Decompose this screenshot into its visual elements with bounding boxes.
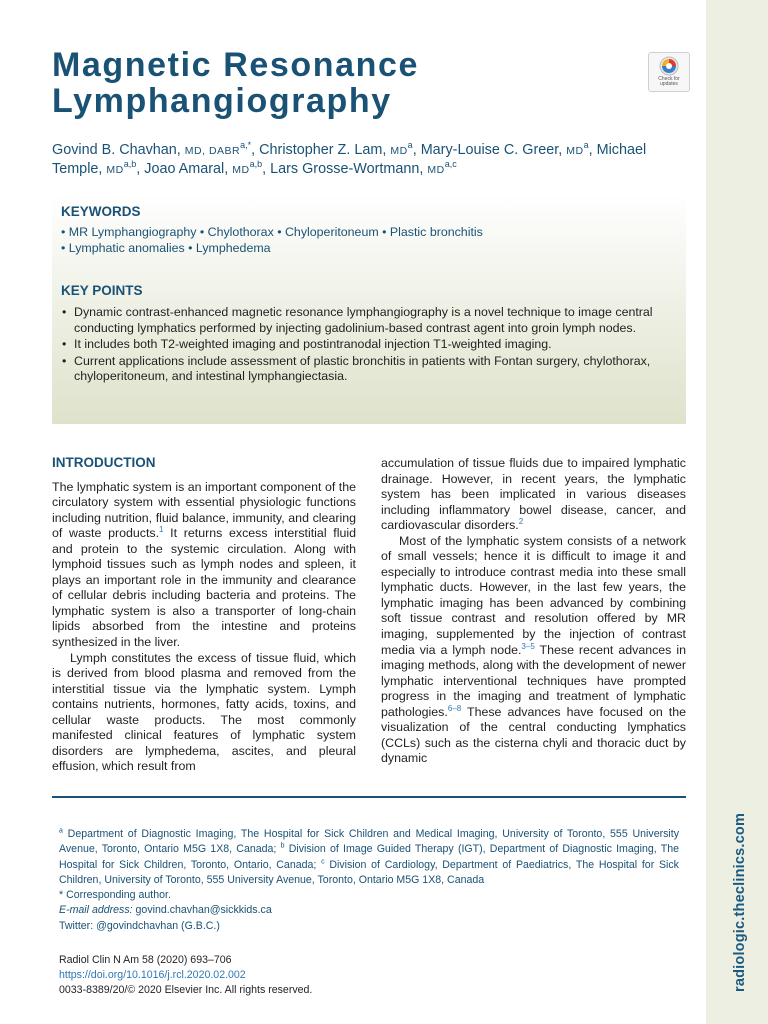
affiliation-mark: c: [321, 858, 325, 866]
text-run: Most of the lymphatic system consists of a network of small vessels; hence it is difficult to image it and especially to introduce contrast media into these small lymphatic ducts. However, in the last few years, the lymphatic imaging has been advanced by combining soft tissue contrast and resolution offered by MR imaging, supplemented by the injection of contrast media via a lymph node.: [381, 533, 686, 657]
journal-url[interactable]: radiologic.theclinics.com: [732, 812, 748, 992]
title-line-1: Magnetic Resonance: [52, 46, 420, 84]
author-degree: MD: [427, 164, 445, 176]
keywords-heading: KEYWORDS: [61, 204, 141, 219]
text-run: accumulation of tissue fluids due to impaired lymphatic drainage. However, in recent years, the lymphatic system has been implicated in various diseases including inflammatory bowel disease, cancer, and cardiovascular disorders.: [381, 456, 686, 533]
affiliation-mark: a: [59, 827, 63, 835]
author-entry[interactable]: [259, 142, 421, 158]
reference-link[interactable]: 2: [518, 517, 524, 527]
author-name: Lars Grosse-Wortmann,: [270, 161, 424, 177]
affiliations: [59, 827, 679, 934]
author-separator: ,: [136, 161, 145, 177]
sidebar-strip: [706, 0, 768, 1024]
journal-citation: Radiol Clin N Am 58 (2020) 693–706: [59, 954, 232, 966]
title-line-2: Lymphangiography: [52, 82, 392, 120]
footnote-divider: [52, 796, 686, 798]
author-entry[interactable]: [421, 142, 597, 158]
author-degree: MD: [232, 164, 250, 176]
author-separator: ,: [412, 142, 421, 158]
author-name: Michael Temple,: [52, 142, 647, 177]
keywords-keypoints-box: [52, 195, 686, 424]
author-name: Christopher Z. Lam,: [259, 142, 387, 158]
author-name: Mary-Louise C. Greer,: [420, 142, 563, 158]
author-entry[interactable]: [144, 161, 270, 177]
paragraph: [381, 456, 686, 534]
author-separator: ,: [251, 142, 260, 158]
author-degree: MD: [390, 145, 408, 157]
key-points-heading: KEY POINTS: [61, 283, 143, 298]
twitter-line: Twitter: @govindchavhan (G.B.C.): [59, 919, 220, 932]
author-name: Joao Amaral,: [144, 161, 229, 177]
crossmark-icon: [659, 56, 679, 76]
author-affiliation-mark: a: [583, 140, 589, 151]
text-run: Division of Image Guided Therapy (IGT), Department of Diagnostic Imaging, The Hospital for Sick Children, Toronto, Ontario, Canada;: [59, 843, 679, 871]
text-run: The lymphatic system is an important component of the circulatory system with essential physiologic functions including nutrition, fluid balance, immunity, and clearing of waste products.: [52, 479, 356, 541]
author-degree: MD: [106, 164, 124, 176]
author-degree: MD, DABR: [184, 145, 241, 157]
author-affiliation-mark: a,*: [240, 140, 252, 151]
check-for-updates-badge[interactable]: [648, 52, 690, 92]
introduction-heading: INTRODUCTION: [52, 455, 156, 470]
author-name: Govind B. Chavhan,: [52, 142, 181, 158]
author-entry[interactable]: [270, 161, 457, 177]
text-run: It returns excess interstitial fluid and protein to the systemic circulation. Along with lymphoid tissues such as lymph nodes and spleen, it plays an important role in the immunity and clearance of cellular debris including bacteria and proteins. The lymphatic system is also a transporter of long-chain lipids absorbed from the intestine and proteins synthesized in the liver.: [52, 526, 356, 650]
author-separator: ,: [262, 161, 271, 177]
affiliation-text: [59, 827, 679, 888]
keywords-line: • MR Lymphangiography • Chylothorax • Chyloperitoneum • Plastic bronchitis: [61, 225, 483, 239]
author-degree: MD: [566, 145, 584, 157]
email-link[interactable]: govind.chavhan@sickkids.ca: [132, 904, 272, 917]
citation-block: [59, 953, 459, 998]
author-affiliation-mark: a,c: [444, 159, 457, 170]
key-points-list: [61, 305, 673, 386]
text-run: These advances have focused on the visualization of the central conducting lymphatics (CCLs) such as the cisterna chyli and thoracic duct by dynamic: [381, 704, 686, 766]
text-run: These recent advances in imaging methods, along with the development of newer lymphatic interventional techniques have prompted progress in the imaging and treatment of lymphatic pathologies.: [381, 642, 686, 719]
author-affiliation-mark: a: [407, 140, 413, 151]
author-list: [52, 141, 682, 179]
text-run: Division of Cardiology, Department of Paediatrics, The Hospital for Sick Children, University of Toronto, 555 University Avenue, Toronto, Ontario M5G 1X8, Canada: [59, 858, 679, 886]
copyright-line: 0033-8389/20/© 2020 Elsevier Inc. All rights reserved.: [59, 984, 313, 996]
paragraph: [52, 480, 356, 651]
reference-link[interactable]: 3–5: [521, 641, 535, 651]
author-affiliation-mark: a,b: [123, 159, 137, 170]
keywords-list: [61, 225, 483, 256]
keywords-line: • Lymphatic anomalies • Lymphedema: [61, 240, 271, 255]
doi-link[interactable]: https://doi.org/10.1016/j.rcl.2020.02.002: [59, 969, 246, 981]
badge-label: Check for updates: [658, 76, 680, 87]
key-point-item: • Current applications include assessment of plastic bronchitis in patients with Fontan surgery, chylothorax, chyloperitoneum, and intestinal lymphangiectasia.: [61, 354, 673, 385]
author-affiliation-mark: a,b: [249, 159, 263, 170]
reference-link[interactable]: 1: [159, 525, 164, 535]
reference-link[interactable]: 6–8: [447, 703, 462, 713]
author-separator: ,: [588, 142, 597, 158]
paragraph: [381, 534, 686, 767]
article-title: [52, 47, 612, 119]
affiliation-mark: b: [280, 842, 285, 850]
text-run: Department of Diagnostic Imaging, The Hospital for Sick Children and Medical Imaging, University of Toronto, 555 University Avenue, Toronto, Ontario M5G 1X8, Canada;: [59, 828, 679, 856]
paragraph: Lymph constitutes the excess of tissue fluid, which is derived from blood plasma and removed from the interstitial tissue via the lymphatic system. Lymph contains nutrients, hormones, fatty acids, toxins, and cellular waste products. The most commonly manifested clinical features of lymphatic system disorders are lymphedema, ascites, and pleural effusion, which result from: [52, 650, 356, 774]
key-point-item: • It includes both T2-weighted imaging and postintranodal injection T1-weighted imaging.: [61, 337, 673, 353]
key-point-item: • Dynamic contrast-enhanced magnetic resonance lymphangiography is a novel technique to image central conducting lymphatics performed by injecting gadolinium-based contrast agent into groin lymph nodes.: [61, 305, 673, 336]
email-label: E-mail address:: [59, 904, 133, 917]
body-column-right: [381, 456, 686, 767]
body-column-left: [52, 455, 356, 775]
author-entry[interactable]: [52, 142, 259, 158]
email-line: [59, 903, 679, 918]
corresponding-author: * Corresponding author.: [59, 889, 171, 902]
